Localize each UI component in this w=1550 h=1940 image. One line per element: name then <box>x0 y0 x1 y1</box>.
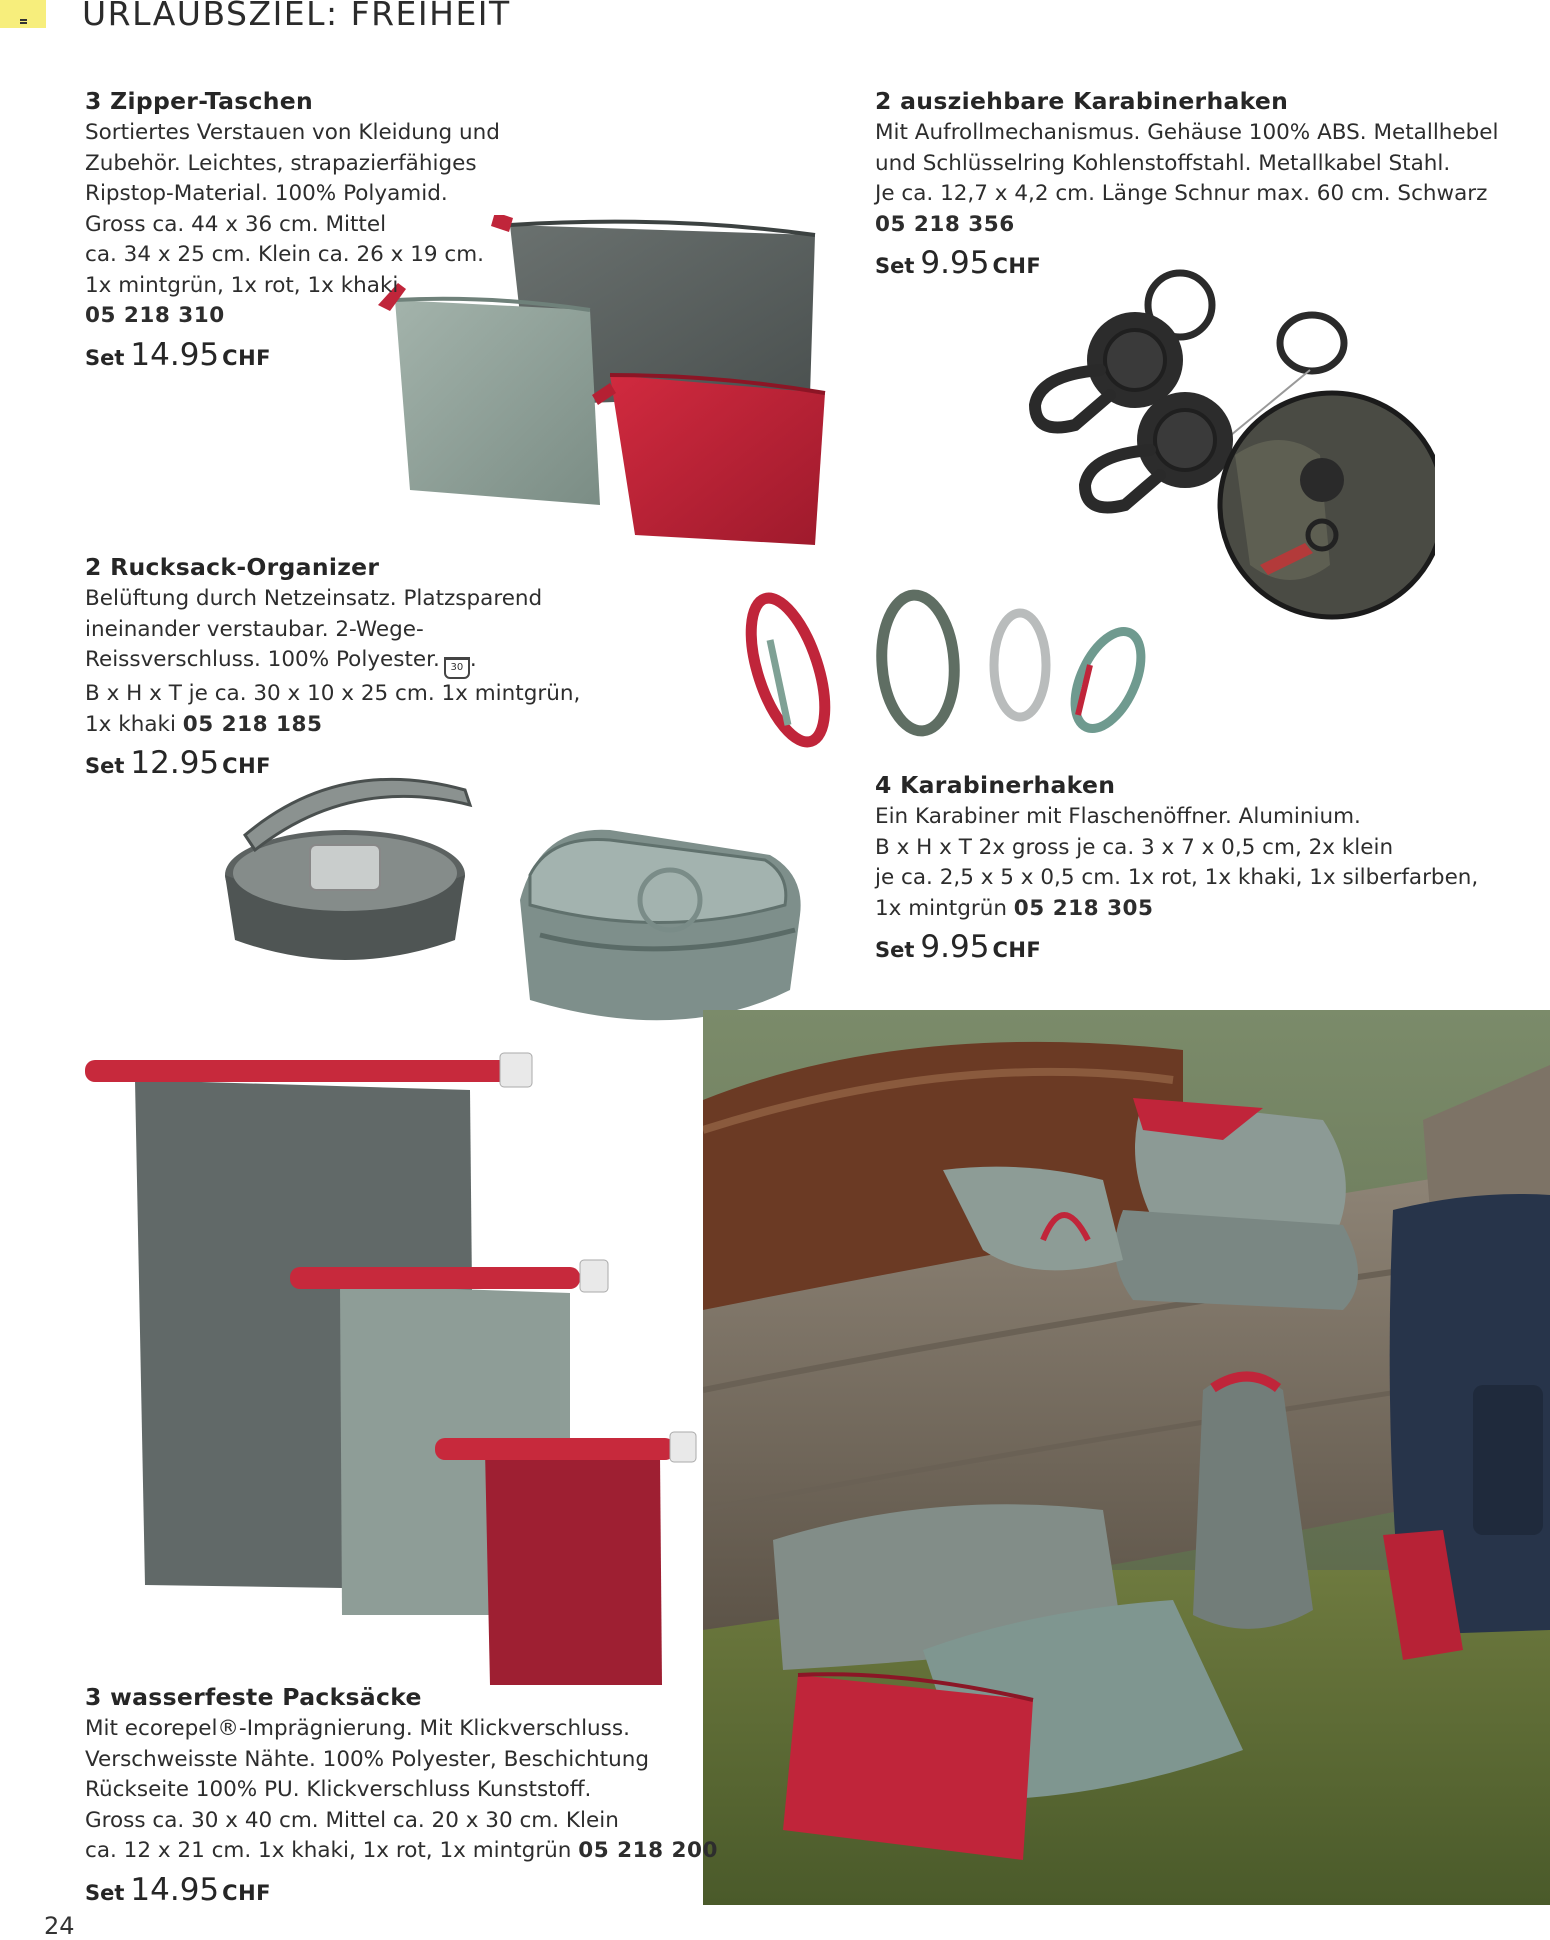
price-amount: 9.95 <box>920 929 990 965</box>
outdoor-scene-photo <box>703 1010 1550 1905</box>
retractable-carabiners-image <box>1020 265 1435 620</box>
price-prefix: Set <box>875 938 915 962</box>
menu-icon <box>20 19 27 21</box>
product-title: 3 wasserfeste Packsäcke <box>85 1683 422 1711</box>
product-title: 2 ausziehbare Karabinerhaken <box>875 87 1289 115</box>
description-part-b: . B x H x T je ca. 30 x 10 x 25 cm. 1x mintgrün, 1x khaki <box>85 647 581 737</box>
product-description: Sortiertes Verstauen von Kleidung und Zubehör. Leichtes, strapazierfähiges Ripstop-Material. 100% Polyamid. Gross ca. 44 x 36 cm. Mittel ca. 34 x 25 cm. Klein ca. 26 x 19 cm. 1x mintgrün, 1x rot, 1x khaki <box>85 120 500 298</box>
page-title: URLAUBSZIEL: FREIHEIT <box>82 0 511 33</box>
price-currency: CHF <box>992 938 1042 962</box>
price <box>875 929 1478 967</box>
page-tab-marker <box>0 0 46 28</box>
price-currency: CHF <box>222 754 271 778</box>
price-amount: 12.95 <box>130 745 220 781</box>
carabiners-image <box>740 585 1160 750</box>
wash-30-icon: 30 <box>444 657 470 679</box>
article-number: 05 218 185 <box>182 711 323 737</box>
backpack-organizers-image <box>210 765 810 1045</box>
price <box>85 336 500 375</box>
price <box>85 1871 718 1910</box>
product-description <box>85 584 580 740</box>
price-prefix: Set <box>85 754 125 778</box>
product-description: Mit ecorepel®-Imprägnierung. Mit Klickverschluss. Verschweisste Nähte. 100% Polyester, Beschichtung Rückseite 100% PU. Klickverschluss Kunststoff. Gross ca. 30 x 40 cm. Mittel ca. 20 x 30 cm. Klein ca. 12 x 21 cm. 1x khaki, 1x rot, 1x mintgrün 05 218 200 <box>85 1716 718 1863</box>
product-retractable-carabiners <box>875 84 1499 283</box>
price-prefix: Set <box>875 254 915 278</box>
product-zipper-pouches <box>85 84 500 374</box>
product-backpack-organizers <box>85 550 580 783</box>
price-currency: CHF <box>222 345 271 370</box>
article-number: 05 218 200 <box>578 1838 718 1863</box>
price-amount: 14.95 <box>130 336 220 373</box>
product-description: Mit Aufrollmechanismus. Gehäuse 100% ABS. Metallhebel und Schlüsselring Kohlenstoffstahl. Metallkabel Stahl. Je ca. 12,7 x 4,2 cm. Länge Schnur max. 60 cm. Schwarz <box>875 120 1499 206</box>
product-dry-bags <box>85 1680 718 1909</box>
price-currency: CHF <box>222 1880 271 1905</box>
price-amount: 14.95 <box>130 1871 220 1908</box>
price-prefix: Set <box>85 345 125 370</box>
article-number: 05 218 356 <box>875 211 1015 237</box>
description-part-a: Belüftung durch Netzeinsatz. Platzsparend ineinander verstaubar. 2-Wege- Reissverschluss. 100% Polyester. <box>85 586 543 672</box>
page-number: 24 <box>44 1912 75 1940</box>
price-prefix: Set <box>85 1880 125 1905</box>
product-description: Ein Karabiner mit Flaschenöffner. Aluminium. B x H x T 2x gross je ca. 3 x 7 x 0,5 cm, 2x klein je ca. 2,5 x 5 x 0,5 cm. 1x rot, 1x khaki, 1x silberfarben, 1x mintgrün 05 218 305 <box>875 804 1479 921</box>
price <box>85 745 580 783</box>
product-carabiners <box>875 768 1478 967</box>
price-currency: CHF <box>992 254 1042 278</box>
product-title: 3 Zipper-Taschen <box>85 87 314 115</box>
product-title: 2 Rucksack-Organizer <box>85 553 380 581</box>
article-number: 05 218 305 <box>1013 895 1154 921</box>
price-amount: 9.95 <box>920 245 990 281</box>
article-number: 05 218 310 <box>85 303 225 328</box>
product-title: 4 Karabinerhaken <box>875 771 1116 799</box>
dry-bags-image <box>80 1045 700 1685</box>
price <box>875 245 1499 283</box>
